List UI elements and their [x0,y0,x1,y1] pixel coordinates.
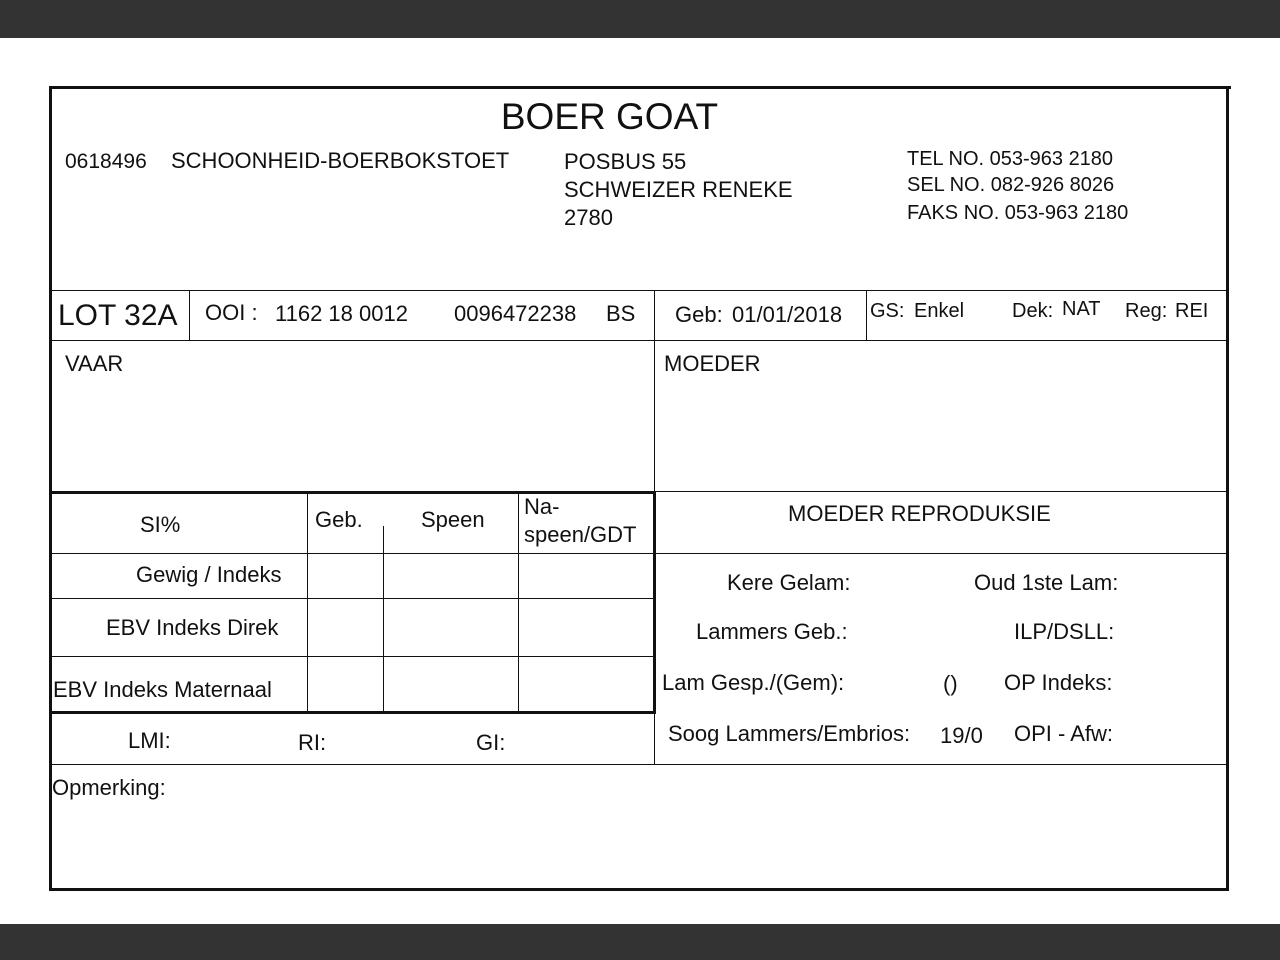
perf-box-top [50,491,656,494]
col-divider [307,492,308,714]
row-label-ebv-direk: EBV Indeks Direk [106,615,279,640]
row-divider [52,656,656,657]
lam-gesp-value: () [943,671,958,696]
col-divider [383,526,384,714]
row-divider [52,290,1227,291]
reg-value: REI [1175,300,1209,322]
gs-value: Enkel [914,300,965,322]
lammers-geb-label: Lammers Geb.: [696,619,848,644]
dek-label: Dek: [1012,300,1054,322]
card-border-bottom [49,888,1229,891]
lot-label: LOT 32A [58,299,178,332]
registration-number: 0096472238 [454,301,577,326]
address-line1: POSBUS 55 [564,149,687,174]
row-divider [655,491,1227,492]
row-divider [52,598,656,599]
col-divider [866,290,867,340]
row-label-ebv-maternaal: EBV Indeks Maternaal [53,677,272,702]
oud-1ste-lam-label: Oud 1ste Lam: [974,570,1119,595]
ilp-dsll-label: ILP/DSLL: [1014,619,1115,644]
gi-label: GI: [476,730,506,755]
sire-label: VAAR [65,351,124,376]
row-label-gewig-indeks: Gewig / Indeks [136,562,282,587]
breeder-code: BS [606,301,636,326]
card-border-top [49,86,1231,89]
faks-number: FAKS NO. 053-963 2180 [907,202,1129,224]
col-divider [518,492,519,714]
sel-number: SEL NO. 082-926 8026 [907,174,1115,196]
tel-number: TEL NO. 053-963 2180 [907,148,1114,170]
ooi-label: OOI : [205,300,258,325]
gs-label: GS: [870,300,905,322]
soog-lammers-value: 19/0 [940,723,983,748]
owner-name: SCHOONHEID-BOERBOKSTOET [171,148,510,173]
remarks-label: Opmerking: [52,775,166,800]
geb-value: 01/01/2018 [732,302,843,327]
perf-box-right [653,491,656,714]
row-divider [52,340,1227,341]
address-line2: SCHWEIZER RENEKE [564,177,793,202]
reg-label: Reg: [1125,300,1168,322]
col-divider [189,290,190,340]
ri-label: RI: [298,730,327,755]
postal-code: 2780 [564,205,613,230]
si-percent-header: SI% [140,512,181,537]
lam-gesp-label: Lam Gesp./(Gem): [662,670,845,695]
card-border-left [49,86,52,891]
opi-afw-label: OPI - Afw: [1014,721,1114,746]
lmi-label: LMI: [128,728,171,753]
naspeen-header-line2: speen/GDT [524,522,637,547]
top-frame-bar [0,0,1280,38]
geb-label: Geb: [675,302,723,327]
op-indeks-label: OP Indeks: [1004,670,1113,695]
reproduction-title: MOEDER REPRODUKSIE [788,501,1051,526]
speen-header: Speen [421,507,485,532]
breed-title: BOER GOAT [500,96,719,137]
bottom-frame-bar [0,924,1280,960]
soog-lammers-label: Soog Lammers/Embrios: [668,721,911,746]
kere-gelam-label: Kere Gelam: [727,570,851,595]
dam-label: MOEDER [664,351,761,376]
perf-box-bottom [50,711,656,714]
geb-header: Geb. [315,507,363,532]
owner-id: 0618496 [65,150,147,173]
card-border-right [1226,86,1229,891]
naspeen-header-line1: Na- [524,494,560,519]
row-divider [52,764,1227,765]
dek-value: NAT [1062,298,1101,320]
row-divider [52,553,1227,554]
ooi-value: 1162 18 0012 [275,301,408,326]
